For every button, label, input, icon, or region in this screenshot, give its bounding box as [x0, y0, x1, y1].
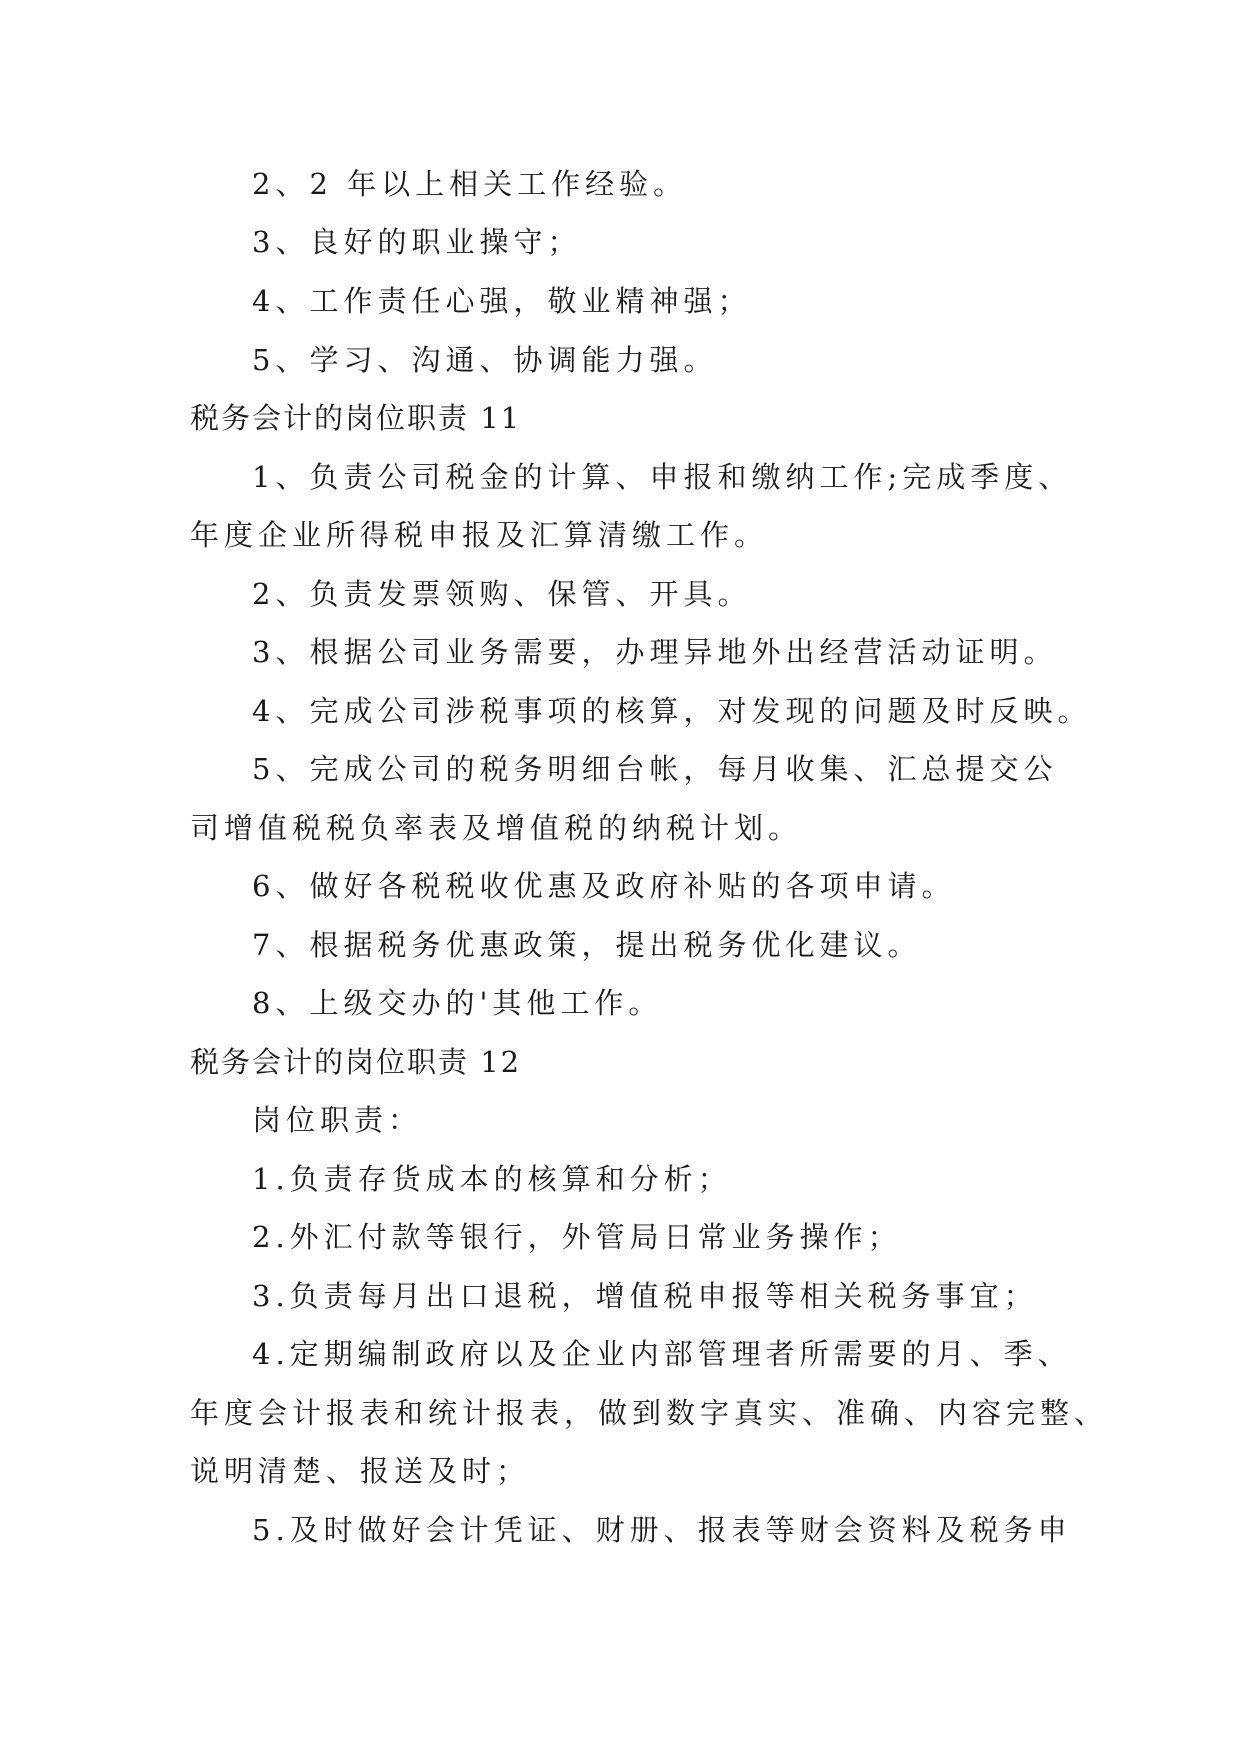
- duty-item-3: 3、根据公司业务需要，办理异地外出经营活动证明。: [252, 635, 1058, 669]
- duty-item-5: 5、完成公司的税务明细台帐，每月收集、汇总提交公: [252, 752, 1058, 786]
- duty-item-7: 7、根据税务优惠政策，提出税务优化建议。: [252, 928, 922, 962]
- duty-item-2: 2.外汇付款等银行，外管局日常业务操作；: [252, 1220, 902, 1254]
- duty-item-4-cont: 年度会计报表和统计报表，做到数字真实、准确、内容完整、: [190, 1396, 1109, 1430]
- duties-label: 岗位职责：: [252, 1103, 423, 1137]
- duty-item-4: 4、完成公司涉税事项的核算，对发现的问题及时反映。: [252, 694, 1092, 728]
- section-heading-11: 税务会计的岗位职责 11: [190, 401, 522, 435]
- duty-item-8: 8、上级交办的'其他工作。: [252, 986, 663, 1020]
- duty-item-6: 6、做好各税税收优惠及政府补贴的各项申请。: [252, 869, 956, 903]
- duty-item-4: 4.定期编制政府以及企业内部管理者所需要的月、季、: [252, 1337, 1072, 1371]
- duty-item-1: 1、负责公司税金的计算、申报和缴纳工作;完成季度、: [252, 460, 1073, 494]
- requirement-item-3: 3、良好的职业操守；: [252, 225, 582, 259]
- requirement-item-5: 5、学习、沟通、协调能力强。: [252, 343, 718, 377]
- duty-item-4-cont-2: 说明清楚、报送及时；: [190, 1454, 531, 1488]
- duty-item-2: 2、负责发票领购、保管、开具。: [252, 577, 752, 611]
- duty-item-5-cont: 司增值税税负率表及增值税的纳税计划。: [190, 811, 803, 845]
- duty-item-1: 1.负责存货成本的核算和分析；: [252, 1162, 732, 1196]
- section-heading-12: 税务会计的岗位职责 12: [190, 1045, 522, 1079]
- duty-item-3: 3.负责每月出口退税，增值税申报等相关税务事宜；: [252, 1279, 1038, 1313]
- duty-item-1-cont: 年度企业所得税申报及汇算清缴工作。: [190, 518, 769, 552]
- duty-item-5: 5.及时做好会计凭证、财册、报表等财会资料及税务申: [252, 1513, 1072, 1547]
- requirement-item-2: 2、2 年以上相关工作经验。: [252, 167, 688, 201]
- requirement-item-4: 4、工作责任心强，敬业精神强；: [252, 284, 752, 318]
